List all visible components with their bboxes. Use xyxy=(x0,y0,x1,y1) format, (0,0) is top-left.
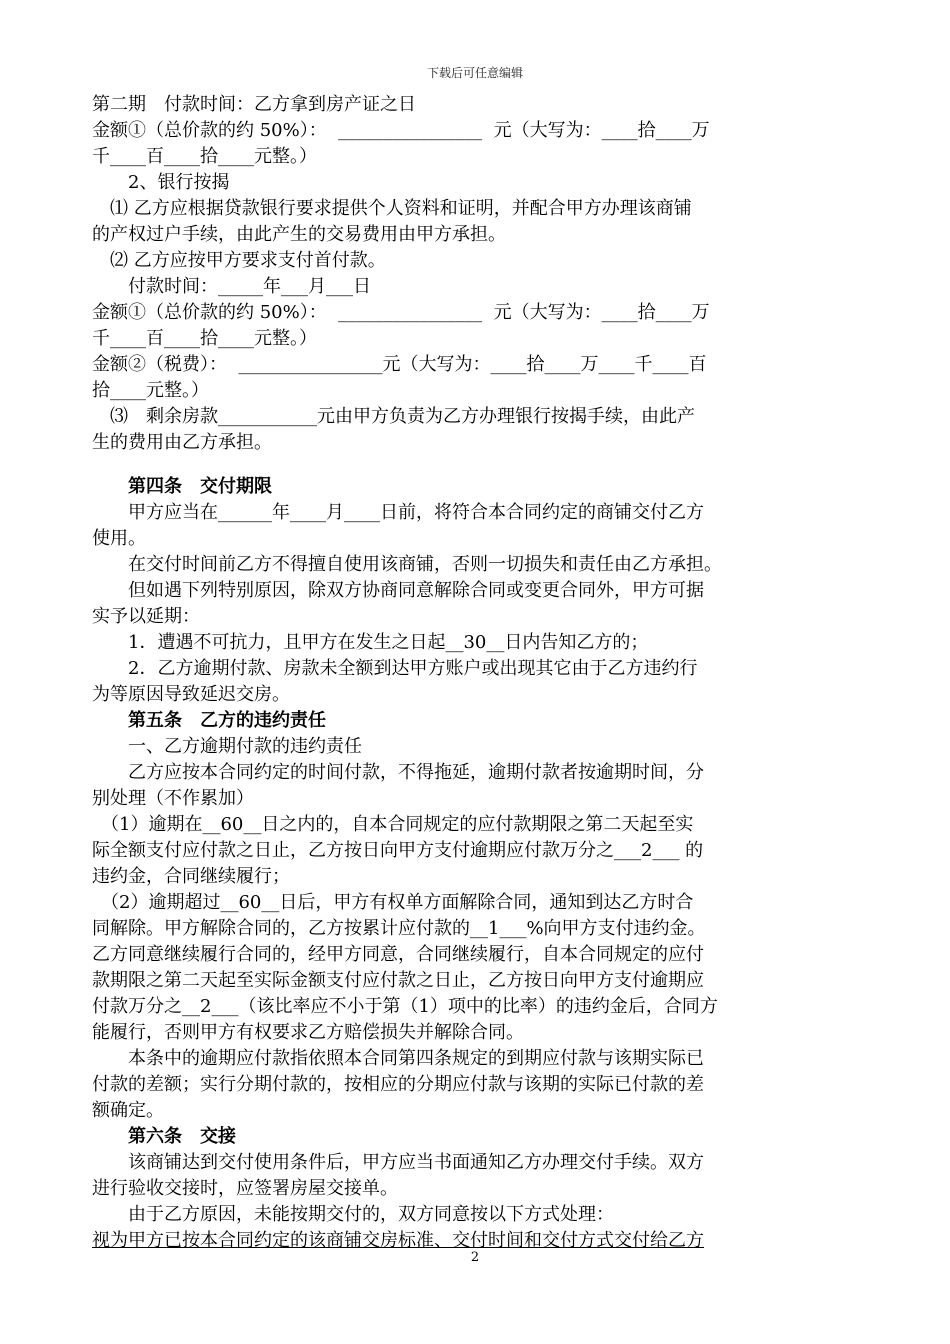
text-line: 违约金，合同继续履行； xyxy=(92,866,290,887)
section-heading: 第五条 乙方的违约责任 xyxy=(92,710,326,731)
text-line: 金额②（税费）： ________________元（大写为：____拾____万____千____百 xyxy=(92,354,707,375)
blank-line xyxy=(92,456,860,474)
text-line: 付款万分之__2___（该比率应不小于第（1）项中的比率）的违约金后，合同方 xyxy=(92,996,718,1017)
text-line: 本条中的逾期应付款指依照本合同第四条规定的到期应付款与该期实际已 xyxy=(92,1048,704,1069)
text-line: 为等原因导致延迟交房。 xyxy=(92,684,290,705)
text-line: 金额①（总价款的约 50%）： ________________ 元（大写为：____拾____万 xyxy=(92,302,710,323)
section-heading: 第四条 交付期限 xyxy=(92,476,272,497)
text-line: ⑶ 剩余房款___________元由甲方负责为乙方办理银行按揭手续，由此产 xyxy=(92,406,695,427)
text-line: 进行验收交接时，应签署房屋交接单。 xyxy=(92,1178,398,1199)
text-line: 2．乙方逾期付款、房款未全额到达甲方账户或出现其它由于乙方违约行 xyxy=(92,658,698,679)
page-number: 2 xyxy=(470,1250,480,1265)
text-line: ⑴ 乙方应根据贷款银行要求提供个人资料和证明，并配合甲方办理该商铺 xyxy=(92,198,692,219)
text-line: 金额①（总价款的约 50%）： ________________ 元（大写为：____拾____万 xyxy=(92,120,710,141)
text-line: 2、银行按揭 xyxy=(92,172,230,193)
text-line: 能履行，否则甲方有权要求乙方赔偿损失并解除合同。 xyxy=(92,1022,524,1043)
text-line: 千____百____拾____元整。） xyxy=(92,146,317,167)
text-line: 第二期 付款时间：乙方拿到房产证之日 xyxy=(92,94,416,115)
text-line: 使用。 xyxy=(92,528,146,549)
text-line: 甲方应当在______年____月____日前，将符合本合同约定的商铺交付乙方 xyxy=(92,502,704,523)
text-line: 付款时间：_____年___月___日 xyxy=(92,276,371,297)
text-line: （2）逾期超过__60__日后，甲方有权单方面解除合同，通知到达乙方时合 xyxy=(92,892,694,913)
page-header: 下载后可任意编辑 xyxy=(426,66,523,80)
text-line: 实予以延期： xyxy=(92,606,200,627)
text-line: 乙方同意继续履行合同的，经甲方同意，合同继续履行，自本合同规定的应付 xyxy=(92,944,704,965)
document-body xyxy=(92,92,860,1254)
text-line-underlined: 视为甲方已按本合同约定的该商铺交房标准、交付时间和交付方式交付给乙方 xyxy=(92,1230,704,1251)
text-line: ⑵ 乙方应按甲方要求支付首付款。 xyxy=(92,250,386,271)
text-line: 在交付时间前乙方不得擅自使用该商铺，否则一切损失和责任由乙方承担。 xyxy=(92,554,722,575)
text-line: 千____百____拾____元整。） xyxy=(92,328,317,349)
section-heading: 第六条 交接 xyxy=(92,1126,236,1147)
text-line: 但如遇下列特别原因，除双方协商同意解除合同或变更合同外，甲方可据 xyxy=(92,580,704,601)
text-line: 一、乙方逾期付款的违约责任 xyxy=(92,736,362,757)
text-line: 1．遭遇不可抗力，且甲方在发生之日起__30__日内告知乙方的； xyxy=(92,632,649,653)
text-line: 款期限之第二天起至实际金额支付应付款之日止，乙方按日向甲方支付逾期应 xyxy=(92,970,704,991)
text-line: 拾____元整。） xyxy=(92,380,209,401)
text-line: 同解除。甲方解除合同的，乙方按累计应付款的__1___%向甲方支付违约金。 xyxy=(92,918,706,939)
text-line: 由于乙方原因，未能按期交付的，双方同意按以下方式处理： xyxy=(92,1204,614,1225)
text-line: 的产权过户手续，由此产生的交易费用由甲方承担。 xyxy=(92,224,506,245)
text-line: 额确定。 xyxy=(92,1100,164,1121)
text-line: （1）逾期在__60__日之内的，自本合同规定的应付款期限之第二天起至实 xyxy=(92,814,694,835)
text-line: 别处理（不作累加） xyxy=(92,788,254,809)
text-line: 生的费用由乙方承担。 xyxy=(92,432,272,453)
text-line: 该商铺达到交付使用条件后，甲方应当书面通知乙方办理交付手续。双方 xyxy=(92,1152,704,1173)
text-line: 乙方应按本合同约定的时间付款，不得拖延，逾期付款者按逾期时间，分 xyxy=(92,762,704,783)
text-line: 付款的差额；实行分期付款的，按相应的分期应付款与该期的实际已付款的差 xyxy=(92,1074,704,1095)
text-line: 际全额支付应付款之日止，乙方按日向甲方支付逾期应付款万分之___2___ 的 xyxy=(92,840,704,861)
